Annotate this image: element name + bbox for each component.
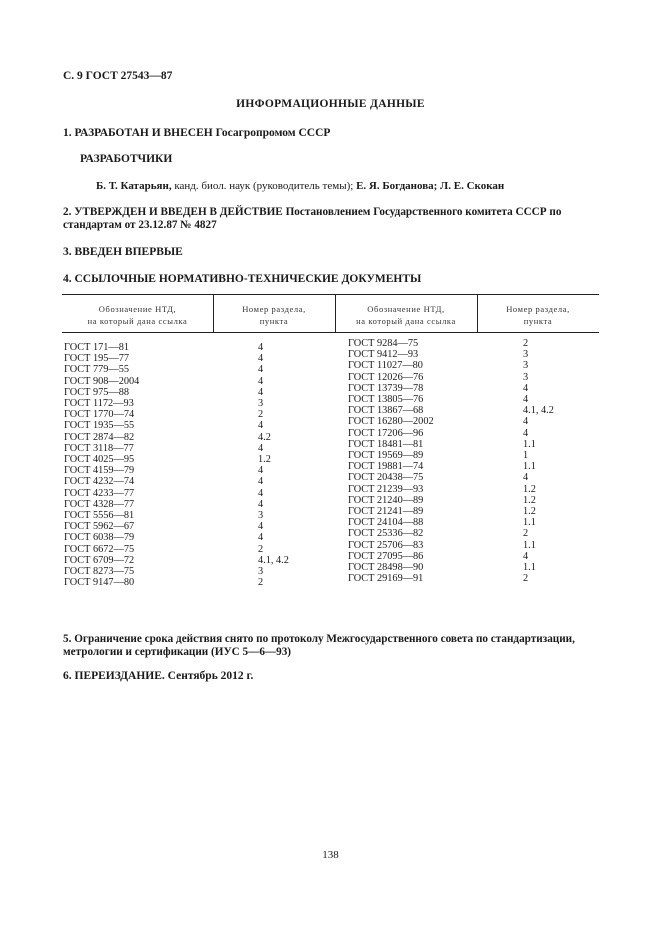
- header-section-line1: Номер раздела,: [506, 304, 570, 314]
- table-cell-section: 4: [258, 498, 264, 510]
- table-cell-doc: ГОСТ 19881—74: [348, 461, 424, 473]
- header-doc-right: [335, 303, 477, 327]
- table-cell-section: 4: [258, 532, 264, 544]
- table-header-rule: [62, 332, 599, 333]
- table-cell-doc: ГОСТ 18481—81: [348, 438, 424, 450]
- table-cell-section: 4: [258, 487, 264, 499]
- header-doc-line2: на который дана ссылка: [87, 316, 188, 326]
- table-cell-doc: ГОСТ 9412—93: [348, 349, 419, 361]
- table-cell-doc: ГОСТ 11027—80: [348, 360, 423, 372]
- table-cell-section: 4: [258, 342, 264, 353]
- table-cell-doc: ГОСТ 171—81: [64, 342, 130, 353]
- developers-list: [96, 180, 504, 192]
- table-cell-doc: ГОСТ 4233—77: [64, 487, 135, 499]
- table-cell-doc: ГОСТ 5556—81: [64, 510, 135, 522]
- table-cell-doc: ГОСТ 4025—95: [64, 454, 135, 466]
- table-cell-doc: ГОСТ 1770—74: [64, 409, 135, 421]
- table-cell-doc: ГОСТ 21239—93: [348, 483, 424, 495]
- table-cell-doc: ГОСТ 5962—67: [64, 521, 135, 533]
- table-cell-doc: ГОСТ 27095—86: [348, 550, 424, 562]
- table-cell-section: 1.2: [258, 454, 271, 466]
- table-cell-doc: ГОСТ 8273—75: [64, 566, 135, 578]
- table-cell-doc: ГОСТ 1935—55: [64, 420, 135, 432]
- table-cell-section: 3: [523, 349, 529, 361]
- table-cell-section: 1.1: [523, 539, 536, 551]
- table-cell-section: 4: [258, 442, 264, 454]
- table-cell-section: 2: [258, 409, 264, 421]
- table-cell-doc: ГОСТ 908—2004: [64, 375, 140, 387]
- table-cell-section: 3: [258, 398, 264, 410]
- table-cell-doc: ГОСТ 20438—75: [348, 472, 424, 484]
- table-cell-section: 4: [258, 420, 264, 432]
- table-cell-section: 4: [258, 375, 264, 387]
- table-cell-section: 2: [523, 573, 529, 585]
- section-5: 5. Ограничение срока действия снято по протоколу Межгосударственного совета по стандартизации, метрологии и сертификации (ИУС 5—6—93): [63, 633, 575, 658]
- table-cell-doc: ГОСТ 4328—77: [64, 498, 135, 510]
- table-cell-doc: ГОСТ 1172—93: [64, 398, 134, 410]
- table-cell-section: 1.2: [523, 506, 536, 518]
- section-1: [63, 127, 330, 139]
- table-cell-doc: ГОСТ 9284—75: [348, 338, 419, 349]
- table-cell-section: 4: [258, 364, 264, 376]
- table-cell-doc: ГОСТ 9147—80: [64, 577, 135, 589]
- table-cell-section: 3: [258, 566, 264, 578]
- header-doc-line2: на который дана ссылка: [356, 316, 456, 326]
- table-cell-doc: ГОСТ 975—88: [64, 386, 130, 398]
- table-cell-doc: ГОСТ 12026—76: [348, 371, 424, 383]
- table-cell-section: 4: [258, 465, 264, 477]
- page-number: 138: [322, 849, 339, 861]
- table-cell-doc: ГОСТ 6709—72: [64, 554, 135, 566]
- table-cell-doc: ГОСТ 779—55: [64, 364, 130, 376]
- table-cell-doc: ГОСТ 2874—82: [64, 431, 135, 443]
- table-cell-section: 4: [258, 353, 264, 365]
- table-cell-section: 4: [258, 521, 264, 533]
- table-cell-doc: ГОСТ 16280—2002: [348, 416, 434, 428]
- table-cell-doc: ГОСТ 4159—79: [64, 465, 135, 477]
- page-header: С. 9 ГОСТ 27543—87: [63, 70, 173, 82]
- section-4: 4. ССЫЛОЧНЫЕ НОРМАТИВНО-ТЕХНИЧЕСКИЕ ДОКУМЕНТЫ: [63, 273, 422, 285]
- table-cell-doc: ГОСТ 17206—96: [348, 427, 424, 439]
- table-cell-section: 1.2: [523, 494, 536, 506]
- table-cell-doc: ГОСТ 28498—90: [348, 562, 424, 574]
- table-cell-section: 2: [258, 543, 264, 555]
- header-section-line2: пункта: [259, 316, 289, 326]
- table-cell-doc: ГОСТ 21240—89: [348, 494, 424, 506]
- right-doc-column: [348, 338, 434, 584]
- developer-1-name: Б. Т. Катарьян,: [96, 180, 172, 192]
- table-cell-section: 4: [258, 476, 264, 488]
- table-cell-section: 4: [258, 386, 264, 398]
- table-cell-doc: ГОСТ 13867—68: [348, 405, 424, 417]
- developers-heading: РАЗРАБОТЧИКИ: [80, 153, 173, 165]
- table-cell-section: 1.1: [523, 438, 536, 450]
- table-cell-doc: ГОСТ 195—77: [64, 353, 130, 365]
- table-cell-section: 1.1: [523, 517, 536, 529]
- table-cell-section: 1.1: [523, 562, 536, 574]
- table-cell-section: 4: [523, 394, 529, 406]
- table-cell-section: 2: [523, 528, 529, 540]
- table-cell-section: 2: [258, 577, 264, 589]
- section-3: 3. ВВЕДЕН ВПЕРВЫЕ: [63, 246, 183, 258]
- header-doc-line1: Обозначение НТД,: [367, 304, 445, 314]
- header-section-right: [477, 303, 599, 327]
- table-cell-section: 1.2: [523, 483, 536, 495]
- table-cell-section: 2: [523, 338, 529, 349]
- table-cell-doc: ГОСТ 4232—74: [64, 476, 135, 488]
- table-cell-doc: ГОСТ 6038—79: [64, 532, 135, 544]
- right-section-column: [523, 338, 554, 584]
- table-cell-doc: ГОСТ 24104—88: [348, 517, 424, 529]
- table-cell-section: 1: [523, 450, 529, 462]
- table-cell-doc: ГОСТ 29169—91: [348, 573, 424, 585]
- header-section-left: [213, 303, 335, 327]
- section-6: 6. ПЕРЕИЗДАНИЕ. Сентябрь 2012 г.: [63, 670, 254, 682]
- table-top-rule: [62, 294, 599, 295]
- developer-2-names: Е. Я. Богданова; Л. Е. Скокан: [356, 180, 505, 192]
- table-cell-doc: ГОСТ 25706—83: [348, 539, 424, 551]
- section-1-text: Госагропромом СССР: [212, 127, 331, 139]
- header-doc-left: [62, 303, 213, 327]
- table-cell-section: 4.1, 4.2: [523, 405, 554, 417]
- table-cell-section: 4: [523, 472, 529, 484]
- table-cell-section: 3: [523, 371, 529, 383]
- table-cell-section: 3: [523, 360, 529, 372]
- section-1-heading: 1. РАЗРАБОТАН И ВНЕСЕН: [63, 127, 213, 139]
- page-title: ИНФОРМАЦИОННЫЕ ДАННЫЕ: [236, 98, 425, 110]
- table-cell-doc: ГОСТ 13805—76: [348, 394, 424, 406]
- header-section-line2: пункта: [523, 316, 553, 326]
- table-cell-section: 4: [523, 427, 529, 439]
- table-cell-section: 1.1: [523, 461, 536, 473]
- left-doc-column: [64, 342, 139, 588]
- table-cell-doc: ГОСТ 21241—89: [348, 506, 424, 518]
- table-cell-section: 4.2: [258, 431, 271, 443]
- table-cell-section: 4.1, 4.2: [258, 554, 289, 566]
- table-cell-doc: ГОСТ 13739—78: [348, 382, 424, 394]
- table-cell-section: 3: [258, 510, 264, 522]
- table-cell-section: 4: [523, 416, 529, 428]
- header-section-line1: Номер раздела,: [242, 304, 306, 314]
- table-cell-doc: ГОСТ 25336—82: [348, 528, 424, 540]
- header-doc-line1: Обозначение НТД,: [98, 304, 177, 314]
- left-section-column: [258, 342, 289, 588]
- table-cell-section: 4: [523, 550, 529, 562]
- section-2: 2. УТВЕРЖДЕН И ВВЕДЕН В ДЕЙСТВИЕ Постановлением Государственного комитета СССР по стандартам от 23.12.87 № 4827: [63, 206, 562, 231]
- table-cell-doc: ГОСТ 3118—77: [64, 442, 134, 454]
- table-cell-doc: ГОСТ 6672—75: [64, 543, 135, 555]
- table-cell-section: 4: [523, 382, 529, 394]
- table-cell-doc: ГОСТ 19569—89: [348, 450, 424, 462]
- developer-1-desc: канд. биол. наук (руководитель темы);: [171, 180, 357, 192]
